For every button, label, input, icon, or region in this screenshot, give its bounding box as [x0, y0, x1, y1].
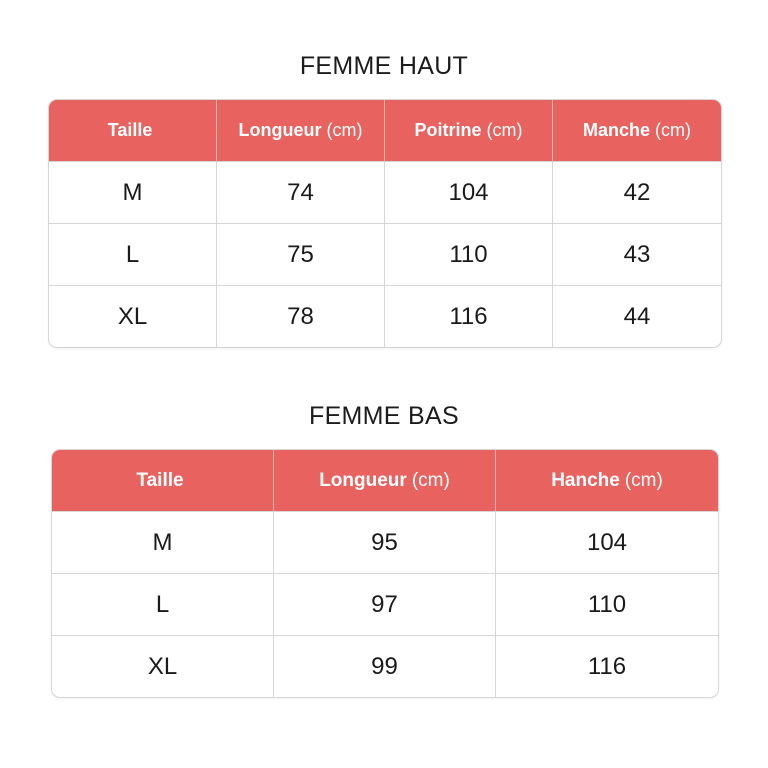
table-row — [49, 285, 721, 347]
table-cell: L — [49, 223, 217, 285]
table-cell: 78 — [217, 285, 385, 347]
column-header-longueur — [217, 100, 385, 161]
table-header-row — [52, 450, 718, 511]
column-header-taille — [49, 100, 217, 161]
table-cell: XL — [52, 635, 274, 697]
column-header-unit: (cm) — [411, 469, 450, 491]
table-cell: M — [52, 511, 274, 573]
column-header-label: Hanche — [551, 469, 620, 491]
column-header-manche — [553, 100, 721, 161]
size-table-femme-bas — [51, 449, 719, 698]
column-header-unit: (cm) — [486, 120, 523, 140]
column-header-longueur — [274, 450, 496, 511]
column-header-label: Poitrine — [414, 120, 482, 140]
column-header-label: Longueur — [319, 469, 407, 491]
table-cell: 110 — [385, 223, 553, 285]
column-header-unit: (cm) — [326, 120, 363, 140]
table-row — [49, 161, 721, 223]
column-header-poitrine — [385, 100, 553, 161]
column-header-label: Manche — [582, 120, 651, 140]
table-cell: XL — [49, 285, 217, 347]
table-cell: 44 — [553, 285, 721, 347]
table-cell: M — [49, 161, 217, 223]
table-cell: 104 — [385, 161, 553, 223]
size-table-femme-haut — [48, 99, 722, 348]
column-header-label: Taille — [136, 469, 184, 491]
column-header-taille — [52, 450, 274, 511]
table-cell: 43 — [553, 223, 721, 285]
table-cell: 74 — [217, 161, 385, 223]
table-cell: 104 — [496, 511, 718, 573]
table-cell: 97 — [274, 573, 496, 635]
column-header-label: Longueur — [238, 120, 322, 140]
table-cell: 99 — [274, 635, 496, 697]
column-header-hanche — [496, 450, 718, 511]
column-header-label: Taille — [107, 120, 153, 140]
table-cell: 116 — [385, 285, 553, 347]
table-header-row — [49, 100, 721, 161]
table-row — [52, 511, 718, 573]
table-row — [52, 635, 718, 697]
table-row — [52, 573, 718, 635]
column-header-unit: (cm) — [624, 469, 663, 491]
table-cell: 110 — [496, 573, 718, 635]
table-row — [49, 223, 721, 285]
table-title-femme-haut: FEMME HAUT — [299, 52, 469, 80]
table-cell: 116 — [496, 635, 718, 697]
table-cell: 42 — [553, 161, 721, 223]
table-cell: 75 — [217, 223, 385, 285]
column-header-unit: (cm) — [655, 120, 691, 140]
table-cell: 95 — [274, 511, 496, 573]
table-cell: L — [52, 573, 274, 635]
table-title-femme-bas: FEMME BAS — [309, 402, 459, 430]
